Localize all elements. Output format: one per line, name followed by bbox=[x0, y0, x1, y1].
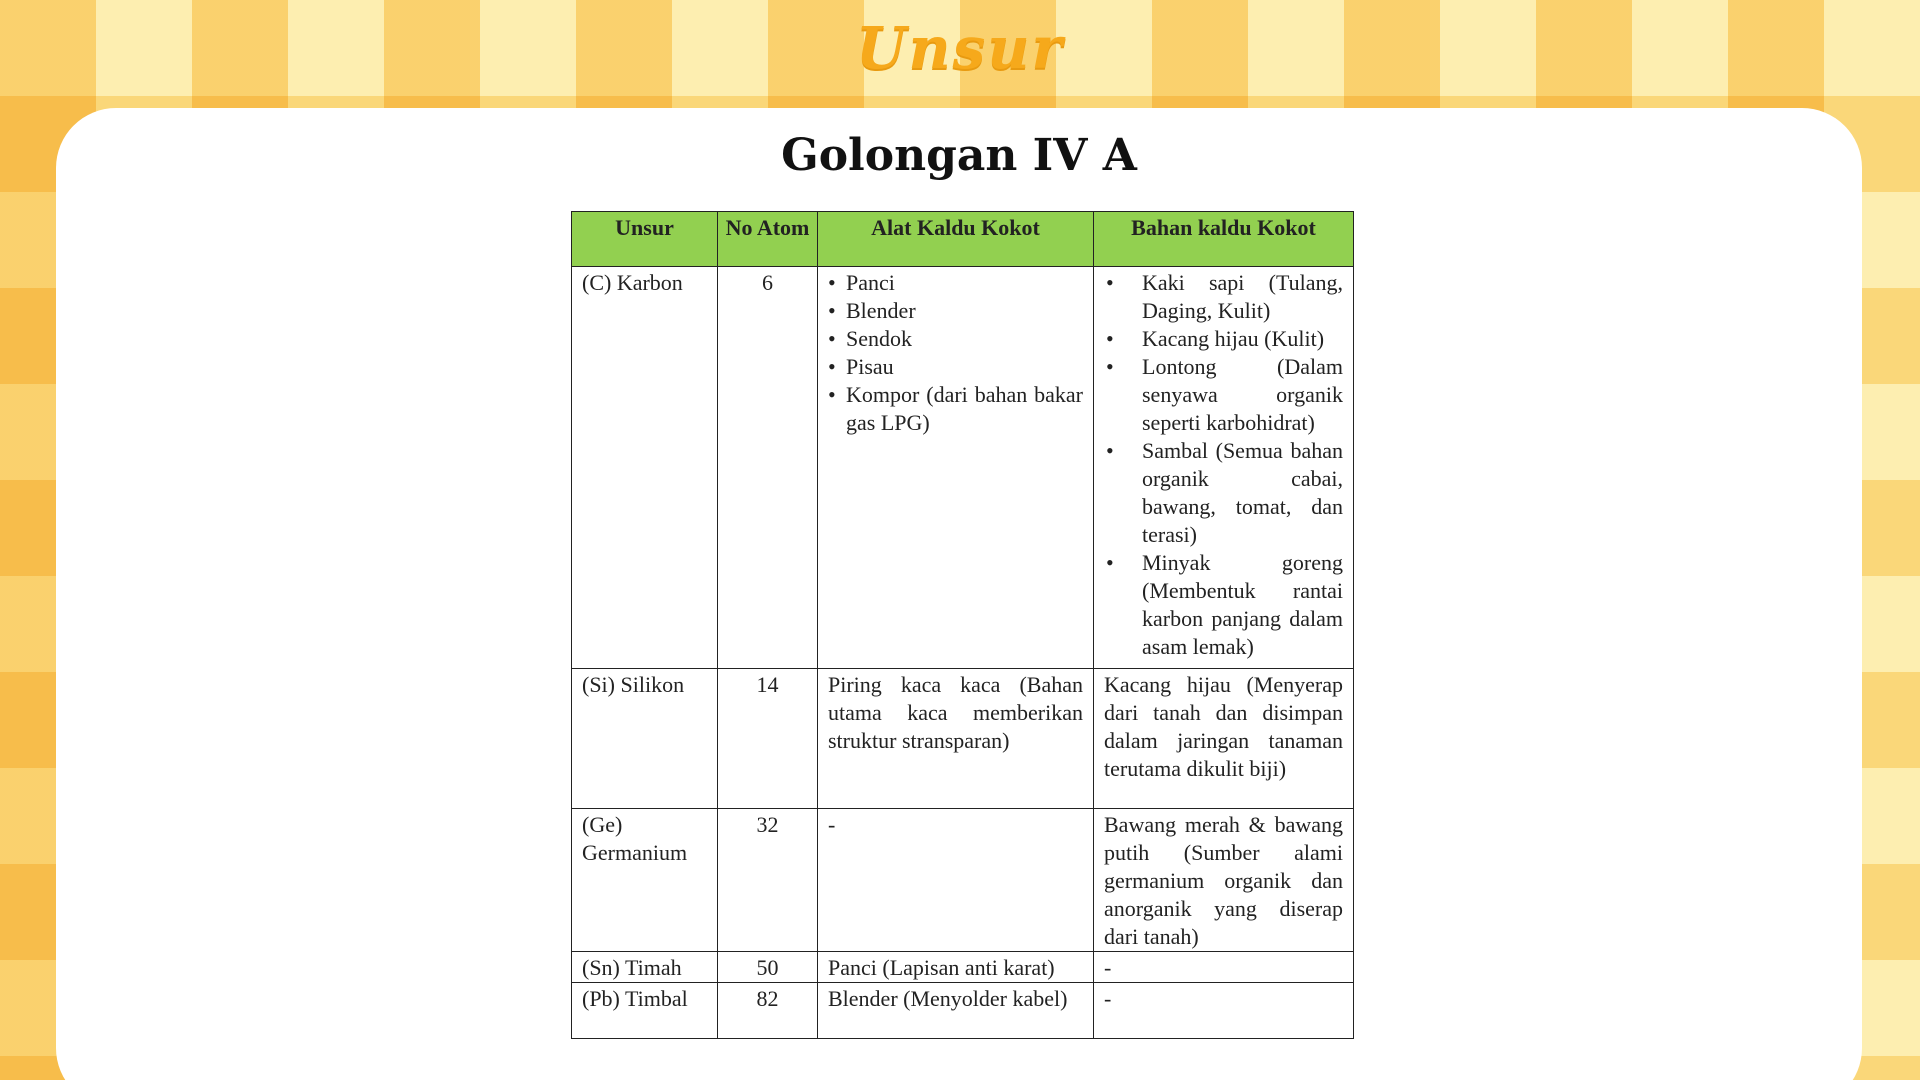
list-item: • Blender bbox=[828, 297, 1083, 325]
cell-bahan: - bbox=[1094, 983, 1354, 1039]
table-row bbox=[572, 669, 1354, 809]
brand-logo-text: Unsur bbox=[855, 14, 1065, 82]
table-row bbox=[572, 952, 1354, 983]
cell-bahan bbox=[1094, 267, 1354, 669]
cell-unsur: (C) Karbon bbox=[572, 267, 718, 669]
content-card bbox=[56, 108, 1862, 1080]
cell-no-atom: 32 bbox=[718, 809, 818, 952]
cell-alat: Piring kaca kaca (Bahan utama kaca memberikan struktur stransparan) bbox=[818, 669, 1094, 809]
cell-alat: - bbox=[818, 809, 1094, 952]
table-row bbox=[572, 983, 1354, 1039]
cell-unsur: (Ge) Germanium bbox=[572, 809, 718, 952]
header-unsur: Unsur bbox=[572, 212, 718, 267]
alat-list bbox=[828, 269, 1083, 437]
cell-unsur: (Sn) Timah bbox=[572, 952, 718, 983]
list-item: • Lontong (Dalam senyawa organik seperti karbohidrat) bbox=[1104, 353, 1343, 437]
cell-no-atom: 50 bbox=[718, 952, 818, 983]
list-item: • Minyak goreng (Membentuk rantai karbon panjang dalam asam lemak) bbox=[1104, 549, 1343, 661]
list-item: • Kompor (dari bahan bakar gas LPG) bbox=[828, 381, 1083, 437]
page-title: Golongan IV A bbox=[781, 130, 1137, 181]
list-item: • Sambal (Semua bahan organik cabai, bawang, tomat, dan terasi) bbox=[1104, 437, 1343, 549]
cell-bahan: - bbox=[1094, 952, 1354, 983]
cell-no-atom: 14 bbox=[718, 669, 818, 809]
cell-alat bbox=[818, 267, 1094, 669]
list-item: • Kacang hijau (Kulit) bbox=[1104, 325, 1343, 353]
element-table bbox=[571, 211, 1354, 1039]
list-item: • Panci bbox=[828, 269, 1083, 297]
cell-unsur: (Pb) Timbal bbox=[572, 983, 718, 1039]
list-item: • Sendok bbox=[828, 325, 1083, 353]
cell-bahan: Bawang merah & bawang putih (Sumber alami germanium organik dan anorganik yang diserap dari tanah) bbox=[1094, 809, 1354, 952]
list-item: • Kaki sapi (Tulang, Daging, Kulit) bbox=[1104, 269, 1343, 325]
cell-alat: Blender (Menyolder kabel) bbox=[818, 983, 1094, 1039]
header-no-atom: No Atom bbox=[718, 212, 818, 267]
header-alat: Alat Kaldu Kokot bbox=[818, 212, 1094, 267]
cell-no-atom: 6 bbox=[718, 267, 818, 669]
cell-bahan: Kacang hijau (Menyerap dari tanah dan disimpan dalam jaringan tanaman terutama dikulit biji) bbox=[1094, 669, 1354, 809]
table-row bbox=[572, 809, 1354, 952]
cell-alat: Panci (Lapisan anti karat) bbox=[818, 952, 1094, 983]
cell-unsur: (Si) Silikon bbox=[572, 669, 718, 809]
cell-no-atom: 82 bbox=[718, 983, 818, 1039]
table-header-row bbox=[572, 212, 1354, 267]
bahan-list bbox=[1104, 269, 1343, 661]
list-item: • Pisau bbox=[828, 353, 1083, 381]
table-row bbox=[572, 267, 1354, 669]
header-bahan: Bahan kaldu Kokot bbox=[1094, 212, 1354, 267]
